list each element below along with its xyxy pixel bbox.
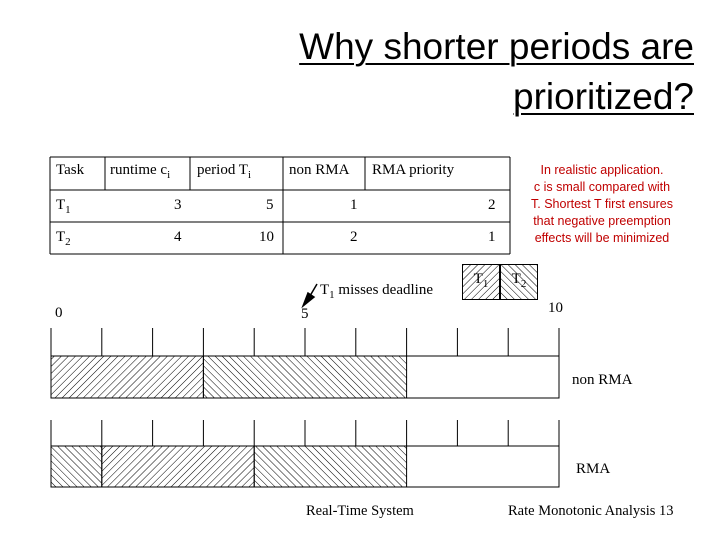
segment-t2	[254, 446, 406, 487]
footer-left: Real-Time System	[306, 503, 414, 519]
realistic-note	[512, 162, 692, 247]
note-line: effects will be minimized	[534, 231, 670, 245]
legend-t1-label: $T_1$	[473, 271, 489, 290]
header-runtime: runtime $c_i$	[110, 162, 171, 181]
time-end-label: 10	[548, 300, 563, 316]
row1-period: 5	[266, 197, 274, 213]
deadline-arrow	[303, 284, 317, 306]
row1-task: $T_1$	[56, 197, 71, 216]
row2-rma: 1	[488, 229, 496, 245]
row2-non-rma: 2	[350, 229, 358, 245]
segment-t1	[51, 356, 203, 398]
header-non-rma: non RMA	[289, 162, 350, 178]
row1-runtime: 3	[174, 197, 182, 213]
note-line: that negative preemption	[533, 214, 671, 228]
time-mid-label: 5	[301, 306, 309, 322]
header-rma-priority: RMA priority	[372, 162, 455, 178]
legend-t2	[500, 264, 538, 300]
row2-period: 10	[259, 229, 274, 245]
footer-right: Rate Monotonic Analysis 13	[508, 503, 674, 519]
legend-t2-label: $T_2$	[511, 271, 527, 290]
note-line: In realistic application.	[540, 163, 664, 177]
title-line-1: Why shorter periods are	[299, 26, 694, 67]
timeline-non-rma	[51, 328, 559, 398]
segment-t1	[102, 446, 254, 487]
title-line-2: prioritized?	[513, 76, 694, 117]
time-start-label: 0	[55, 305, 63, 321]
legend-t1	[462, 264, 500, 300]
header-period: period $T_i$	[197, 162, 252, 181]
segment-t2	[203, 356, 406, 398]
note-line: T. Shortest T first ensures	[531, 197, 673, 211]
deadline-miss-label: $T_1$ misses deadline	[320, 282, 433, 301]
row1-rma: 2	[488, 197, 496, 213]
row2-task: $T_2$	[56, 229, 71, 248]
non-rma-label: non RMA	[572, 372, 633, 388]
segment-t2	[51, 446, 102, 487]
timeline-rma	[51, 420, 559, 487]
note-line: c is small compared with	[533, 180, 671, 194]
header-task: Task	[56, 162, 85, 178]
row2-runtime: 4	[174, 229, 182, 245]
rma-label: RMA	[576, 461, 611, 477]
row1-non-rma: 1	[350, 197, 358, 213]
